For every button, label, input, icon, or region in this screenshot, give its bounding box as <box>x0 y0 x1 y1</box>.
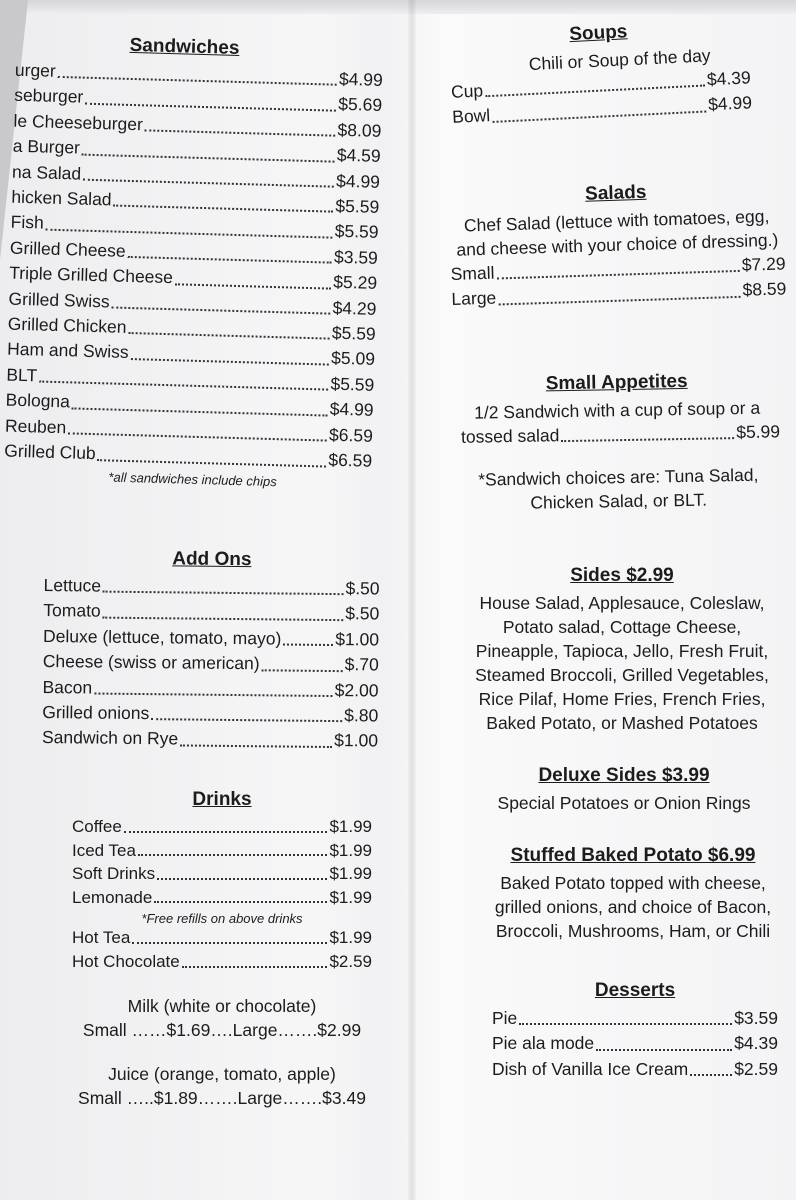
menu-item-price: $5.09 <box>330 348 376 370</box>
small-appetites-title: Small Appetites <box>545 370 688 395</box>
dot-leader <box>68 432 327 441</box>
menu-item-price: $5.59 <box>331 322 376 344</box>
menu-item-name: BLT <box>6 364 38 386</box>
drinks-hot-list <box>72 926 372 973</box>
drinks-refill-note: *Free refills on above drinks <box>141 911 303 927</box>
menu-item-name: Large <box>451 287 497 310</box>
menu-item-name: Lettuce <box>43 574 102 596</box>
menu-item-price: $1.99 <box>329 887 372 907</box>
dot-leader <box>138 854 327 856</box>
dot-leader <box>561 438 734 443</box>
dot-leader <box>690 1074 732 1076</box>
sandwiches-note: *all sandwiches include chips <box>108 468 277 489</box>
menu-item-price: $8.09 <box>337 119 382 141</box>
menu-item-row <box>492 1057 778 1082</box>
menu-item-price: $4.99 <box>329 398 374 421</box>
menu-item-name: Bacon <box>42 676 93 698</box>
milk-title: Milk (white or chocolate) <box>127 995 317 1016</box>
milk-block <box>72 994 372 1042</box>
dot-leader <box>492 110 706 122</box>
dot-leader <box>498 296 740 306</box>
dot-leader <box>97 459 326 467</box>
menu-item-price: $3.59 <box>734 1008 778 1028</box>
menu-item-name: hicken Salad <box>11 186 112 210</box>
dot-leader <box>157 878 327 880</box>
dot-leader <box>103 591 344 596</box>
dot-leader <box>124 831 328 833</box>
menu-item-price: $5.59 <box>335 195 380 217</box>
stuffed-potato-section <box>478 845 788 943</box>
menu-item-name: tossed salad <box>460 425 560 447</box>
menu-item-name: Triple Grilled Cheese <box>8 262 174 288</box>
dot-leader <box>596 1049 732 1051</box>
menu-item-row <box>72 886 372 910</box>
menu-item-price: $.50 <box>345 603 380 624</box>
dot-leader <box>180 744 332 748</box>
menu-item-row <box>42 725 378 754</box>
menu-item-row <box>42 700 378 729</box>
menu-item-name: Grilled Chicken <box>7 313 127 337</box>
menu-item-row <box>72 862 372 886</box>
soups-section <box>448 15 753 130</box>
menu-item-name: Grilled Club <box>4 440 96 464</box>
dot-leader <box>113 205 333 213</box>
menu-item-name: Pie <box>492 1008 518 1028</box>
juice-title: Juice (orange, tomato, apple) <box>108 1063 336 1084</box>
menu-item-row <box>43 624 379 653</box>
juice-block <box>72 1062 372 1110</box>
add-ons-list <box>42 573 380 754</box>
menu-item-price: $.80 <box>344 705 379 726</box>
add-ons-section <box>42 547 380 754</box>
menu-fold-crease <box>408 0 416 1200</box>
menu-item-price: $1.00 <box>334 730 379 751</box>
dot-leader <box>130 358 329 366</box>
menu-item-price: $6.59 <box>328 449 373 471</box>
menu-item-row <box>72 926 372 950</box>
menu-item-price: $2.59 <box>329 951 372 971</box>
salads-description: Chef Salad (lettuce with tomatoes, egg, and cheese with your choice of dressing.) <box>456 205 779 260</box>
menu-item-name: urger <box>14 59 57 81</box>
menu-item-name: na Salad <box>11 161 82 184</box>
dot-leader <box>103 616 344 621</box>
menu-item-name: Cup <box>450 80 484 102</box>
menu-item-price: $1.99 <box>329 928 372 948</box>
paper-top-edge <box>0 0 796 14</box>
sides-description: House Salad, Applesauce, Coleslaw, Potato salad, Cottage Cheese, Pineapple, Tapioca, Jello, Fresh Fruit, Steamed Broccoli, Grilled Vegetables, Rice Pilaf, Home Fries, French Fries, Baked Potato, or Mashed Potatoes <box>475 593 769 733</box>
menu-item-name: Ham and Swiss <box>6 339 129 363</box>
salads-section <box>448 177 787 312</box>
dot-leader <box>151 719 342 723</box>
menu-item-name: a Burger <box>12 135 81 158</box>
menu-item-name: Hot Tea <box>72 928 131 948</box>
dot-leader <box>145 130 336 137</box>
desserts-section <box>492 980 778 1082</box>
menu-item-name: Coffee <box>72 817 122 836</box>
menu-item-name: Bologna <box>5 389 71 412</box>
dot-leader <box>283 644 333 647</box>
menu-item-price: $5.59 <box>330 373 375 395</box>
menu-item-price: $2.00 <box>334 679 379 701</box>
menu-item-name: Reuben <box>4 415 67 437</box>
sandwiches-section <box>4 32 384 491</box>
menu-item-row <box>43 649 379 678</box>
dot-leader <box>85 102 336 111</box>
menu-item-price: $3.59 <box>333 246 379 268</box>
dot-leader <box>83 179 334 188</box>
menu-item-price: $2.59 <box>734 1058 778 1079</box>
menu-item-price: $4.59 <box>336 144 381 167</box>
soups-subtitle: Chili or Soup of the day <box>528 45 711 75</box>
dot-leader <box>519 1023 732 1025</box>
menu-item-price: $4.39 <box>706 67 752 90</box>
salads-title: Salads <box>584 181 647 205</box>
dot-leader <box>262 669 343 672</box>
dot-leader <box>94 693 333 697</box>
menu-item-name: seburger <box>13 85 84 108</box>
dot-leader <box>128 332 330 340</box>
menu-item-price: $5.59 <box>334 221 379 243</box>
soups-title: Soups <box>568 21 628 46</box>
menu-item-name: Grilled Cheese <box>9 237 126 261</box>
drinks-section <box>72 789 372 1110</box>
dot-leader <box>154 901 327 903</box>
menu-item-name: Deluxe (lettuce, tomato, mayo) <box>42 625 282 649</box>
menu-item-row <box>42 675 378 704</box>
menu-item-row <box>72 815 372 839</box>
menu-item-price: $5.99 <box>736 421 781 443</box>
deluxe-sides-title: Deluxe Sides $3.99 <box>538 765 710 786</box>
desserts-title: Desserts <box>594 980 676 1001</box>
small-appetites-item <box>461 419 780 450</box>
menu-item-name: Soft Drinks <box>72 864 156 884</box>
menu-item-name: le Cheeseburger <box>13 110 144 135</box>
menu-item-price: $4.99 <box>707 92 753 115</box>
menu-item-row <box>492 1006 778 1031</box>
dot-leader <box>82 153 335 162</box>
menu-item-price: $.50 <box>345 578 380 599</box>
menu-item-price: $1.99 <box>329 840 372 860</box>
drinks-list <box>72 815 372 909</box>
menu-item-name: Grilled Swiss <box>8 288 110 312</box>
sandwiches-list <box>4 58 384 474</box>
sides-title: Sides $2.99 <box>570 565 674 586</box>
menu-item-name: Iced Tea <box>72 840 136 860</box>
juice-prices: Small …..$1.89…….Large…….$3.49 <box>78 1087 366 1108</box>
menu-item-price: $7.29 <box>741 253 786 275</box>
menu-item-price: $.70 <box>344 654 379 675</box>
menu-item-name: Small <box>450 262 495 284</box>
menu-item-price: $4.99 <box>335 170 381 192</box>
deluxe-sides-description: Special Potatoes or Onion Rings <box>497 793 751 813</box>
menu-item-row <box>72 839 372 863</box>
menu-item-name: Grilled onions <box>42 702 150 724</box>
menu-item-price: $1.00 <box>335 628 380 650</box>
desserts-list <box>492 1006 778 1082</box>
menu-item-name: Pie ala mode <box>492 1033 595 1054</box>
menu-item-name: Sandwich on Rye <box>41 727 179 749</box>
menu-item-row <box>72 950 372 974</box>
dot-leader <box>72 407 328 416</box>
sandwiches-title: Sandwiches <box>129 34 240 59</box>
menu-item-price: $4.99 <box>338 68 384 90</box>
add-ons-title: Add Ons <box>172 548 252 571</box>
menu-item-price: $8.59 <box>742 278 787 301</box>
sides-section <box>462 565 782 735</box>
dot-leader <box>111 307 330 315</box>
drinks-title: Drinks <box>192 789 252 810</box>
small-appetites-section <box>454 369 781 516</box>
menu-item-name: Dish of Vanilla Ice Cream <box>492 1058 689 1079</box>
dot-leader <box>175 283 331 289</box>
dot-leader <box>182 966 328 968</box>
menu-item-row <box>43 598 379 627</box>
deluxe-sides-section <box>484 765 764 815</box>
milk-prices: Small ……$1.69….Large…….$2.99 <box>82 1019 362 1040</box>
small-appetites-line: 1/2 Sandwich with a cup of soup or a <box>473 397 761 423</box>
menu-item-row <box>43 573 379 602</box>
menu-item-name: Tomato <box>43 600 101 622</box>
menu-item-name: Hot Chocolate <box>72 951 180 971</box>
menu-item-price: $5.69 <box>338 94 383 116</box>
menu-item-name: Fish <box>10 212 45 234</box>
stuffed-potato-description: Baked Potato topped with cheese, grilled onions, and choice of Bacon, Broccoli, Mushrooms, Ham, or Chili <box>494 873 772 941</box>
menu-item-name: Cheese (swiss or american) <box>42 651 260 674</box>
menu-item-price: $5.29 <box>333 271 378 294</box>
menu-item-price: $4.29 <box>332 297 377 319</box>
small-appetites-note: *Sandwich choices are: Tuna Salad, Chicken Salad, or BLT. <box>478 465 759 514</box>
menu-item-row <box>492 1031 778 1056</box>
stuffed-potato-title: Stuffed Baked Potato $6.99 <box>510 845 756 866</box>
menu-item-price: $4.39 <box>734 1033 778 1054</box>
menu-item-name: Lemonade <box>72 887 153 907</box>
salads-list <box>450 251 786 312</box>
menu-item-price: $6.59 <box>328 424 374 446</box>
dot-leader <box>127 256 331 264</box>
menu-item-price: $1.99 <box>329 864 372 884</box>
menu-item-name: Bowl <box>451 105 491 128</box>
menu-item-price: $1.99 <box>329 817 372 836</box>
dot-leader <box>132 942 327 944</box>
